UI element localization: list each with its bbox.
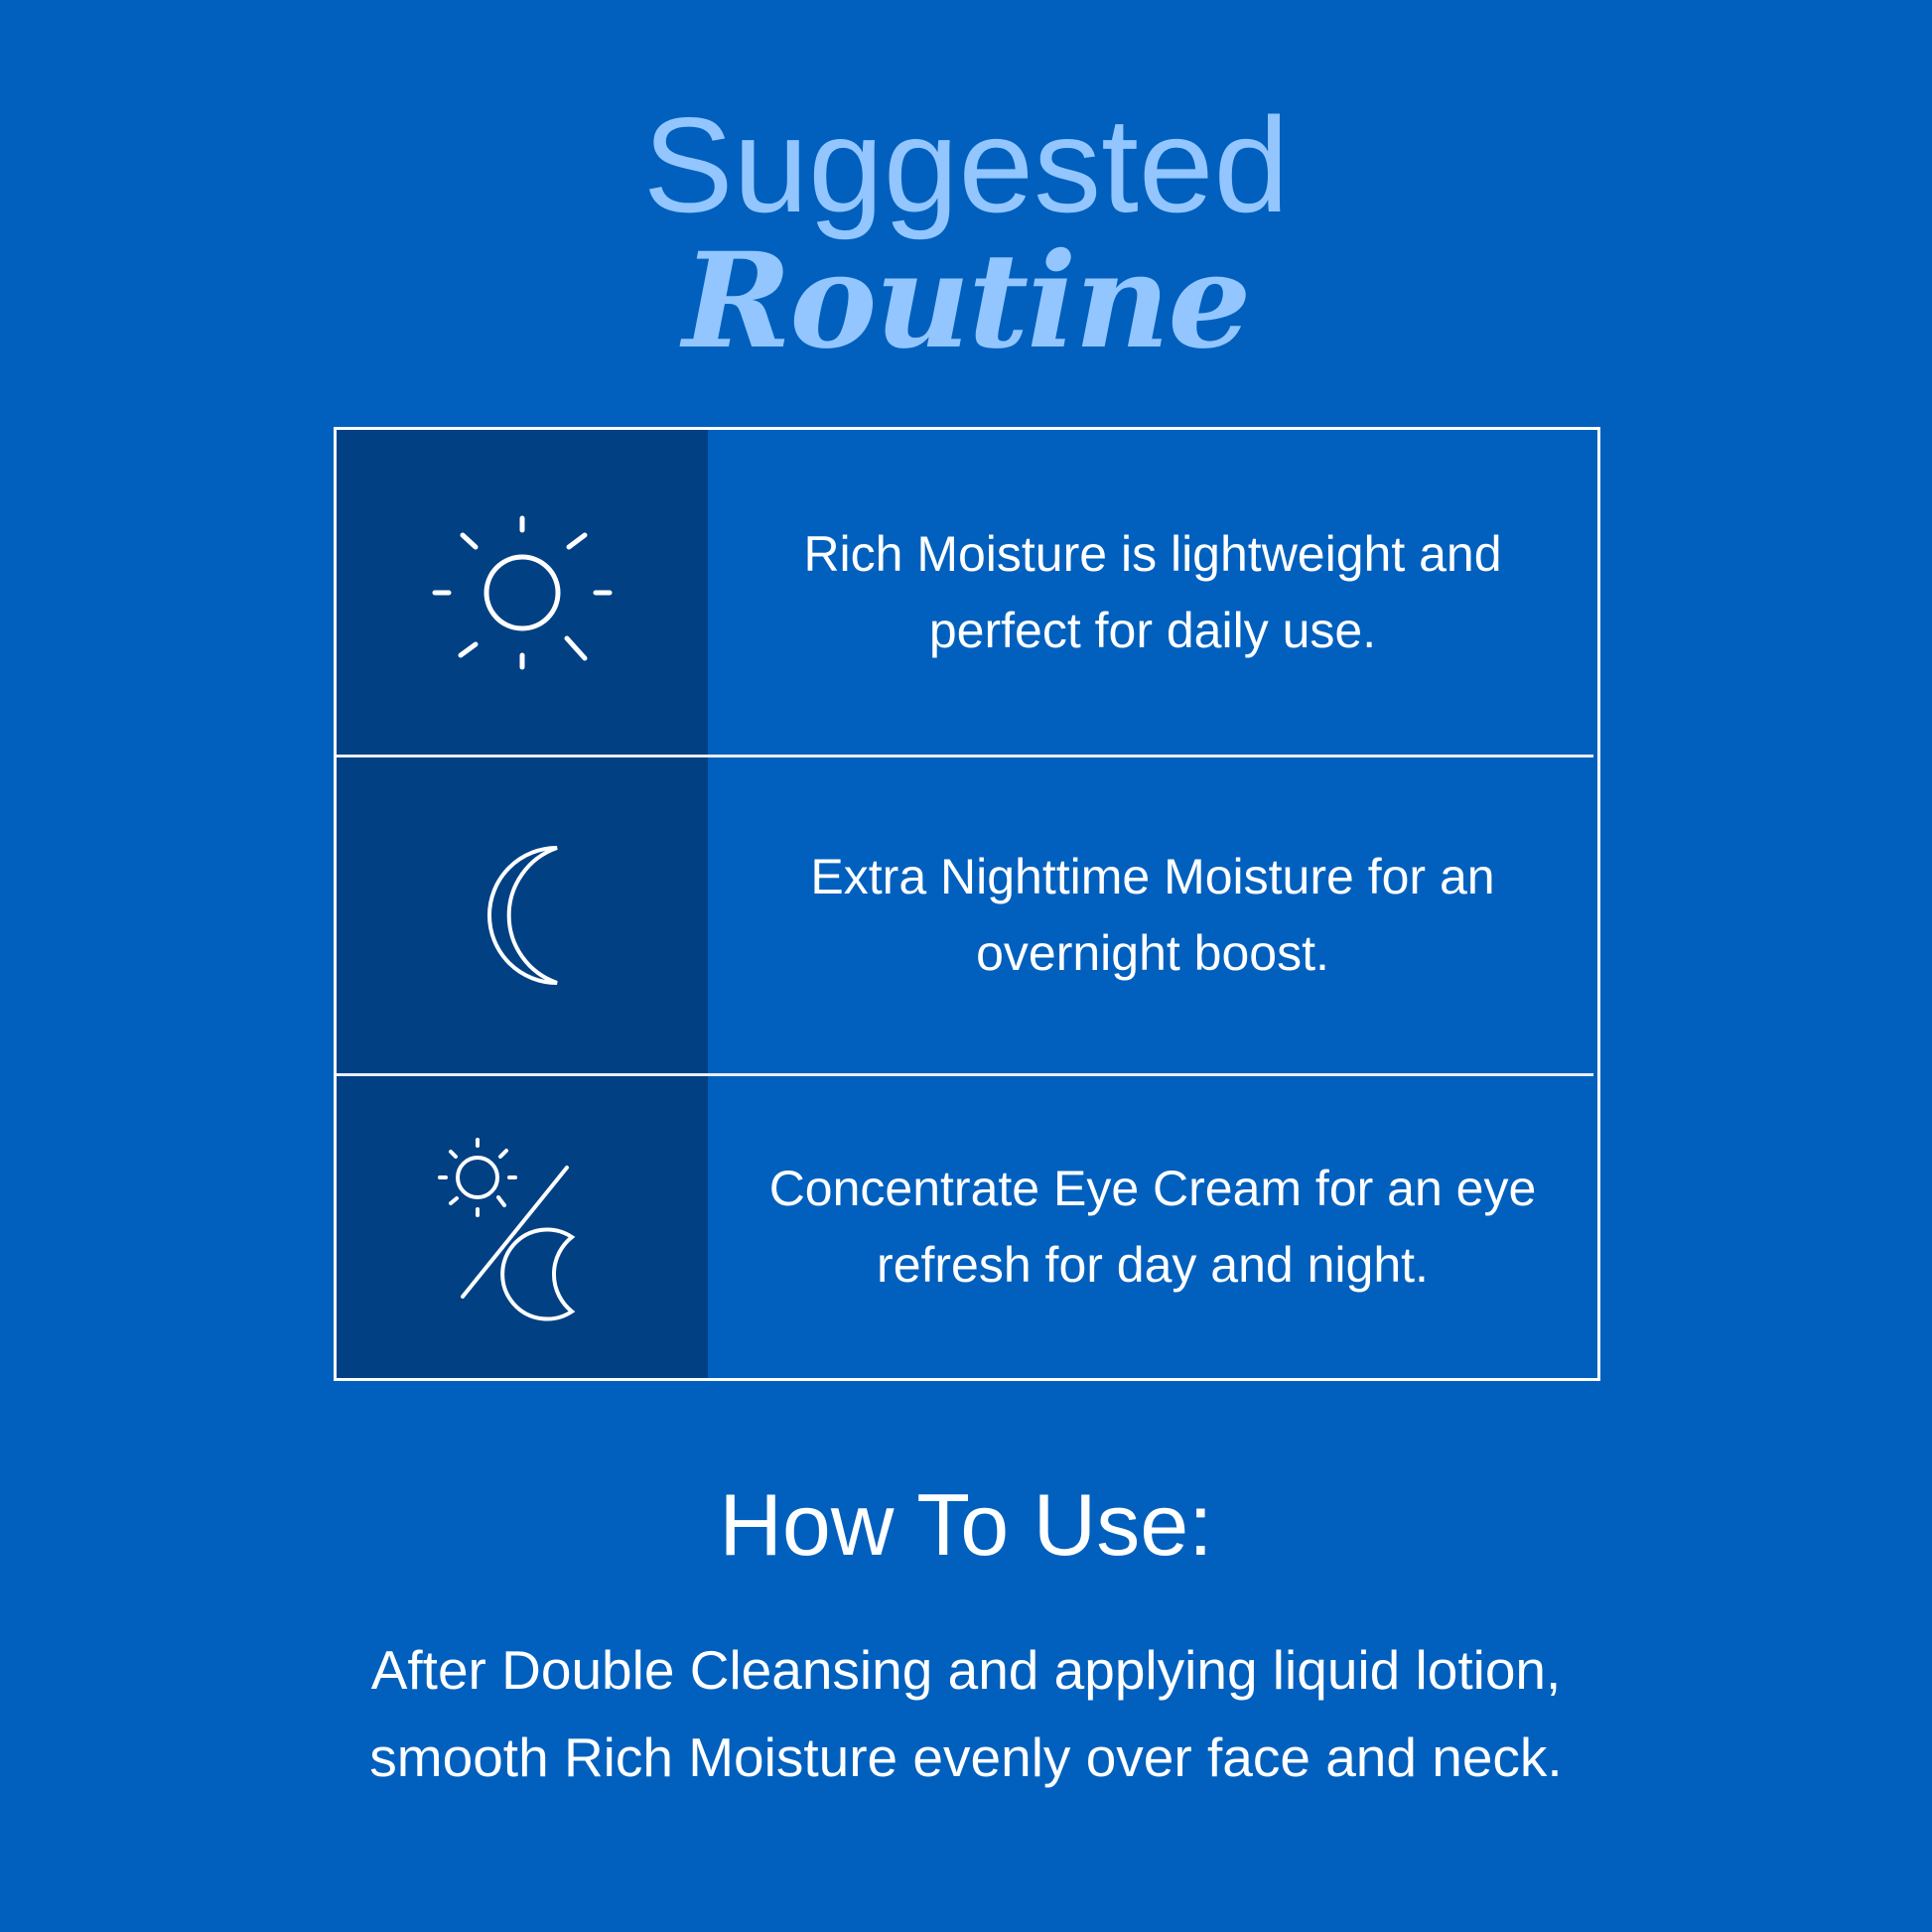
title-suggested: Suggested xyxy=(642,89,1290,240)
sun-moon-icon xyxy=(337,1076,708,1378)
routine-row-day xyxy=(337,430,1597,755)
routine-row-eye xyxy=(337,1076,1597,1378)
routine-text-night: Extra Nighttime Moisture for an overnight boost. xyxy=(810,849,1495,981)
sun-icon xyxy=(337,430,708,755)
title-routine: Routine xyxy=(682,224,1250,378)
routine-text-day: Rich Moisture is lightweight and perfect for daily use. xyxy=(803,525,1502,658)
how-to-use-text xyxy=(0,1626,1932,1801)
routine-row-night xyxy=(337,758,1597,1073)
routine-text-eye: Concentrate Eye Cream for an eye refresh for day and night. xyxy=(768,1161,1537,1293)
routine-table xyxy=(334,427,1600,1381)
how-to-use-paragraph: After Double Cleansing and applying liquid lotion, smooth Rich Moisture evenly over face and neck. xyxy=(369,1639,1563,1788)
how-to-use-heading: How To Use: xyxy=(719,1475,1213,1574)
moon-icon xyxy=(337,758,708,1073)
